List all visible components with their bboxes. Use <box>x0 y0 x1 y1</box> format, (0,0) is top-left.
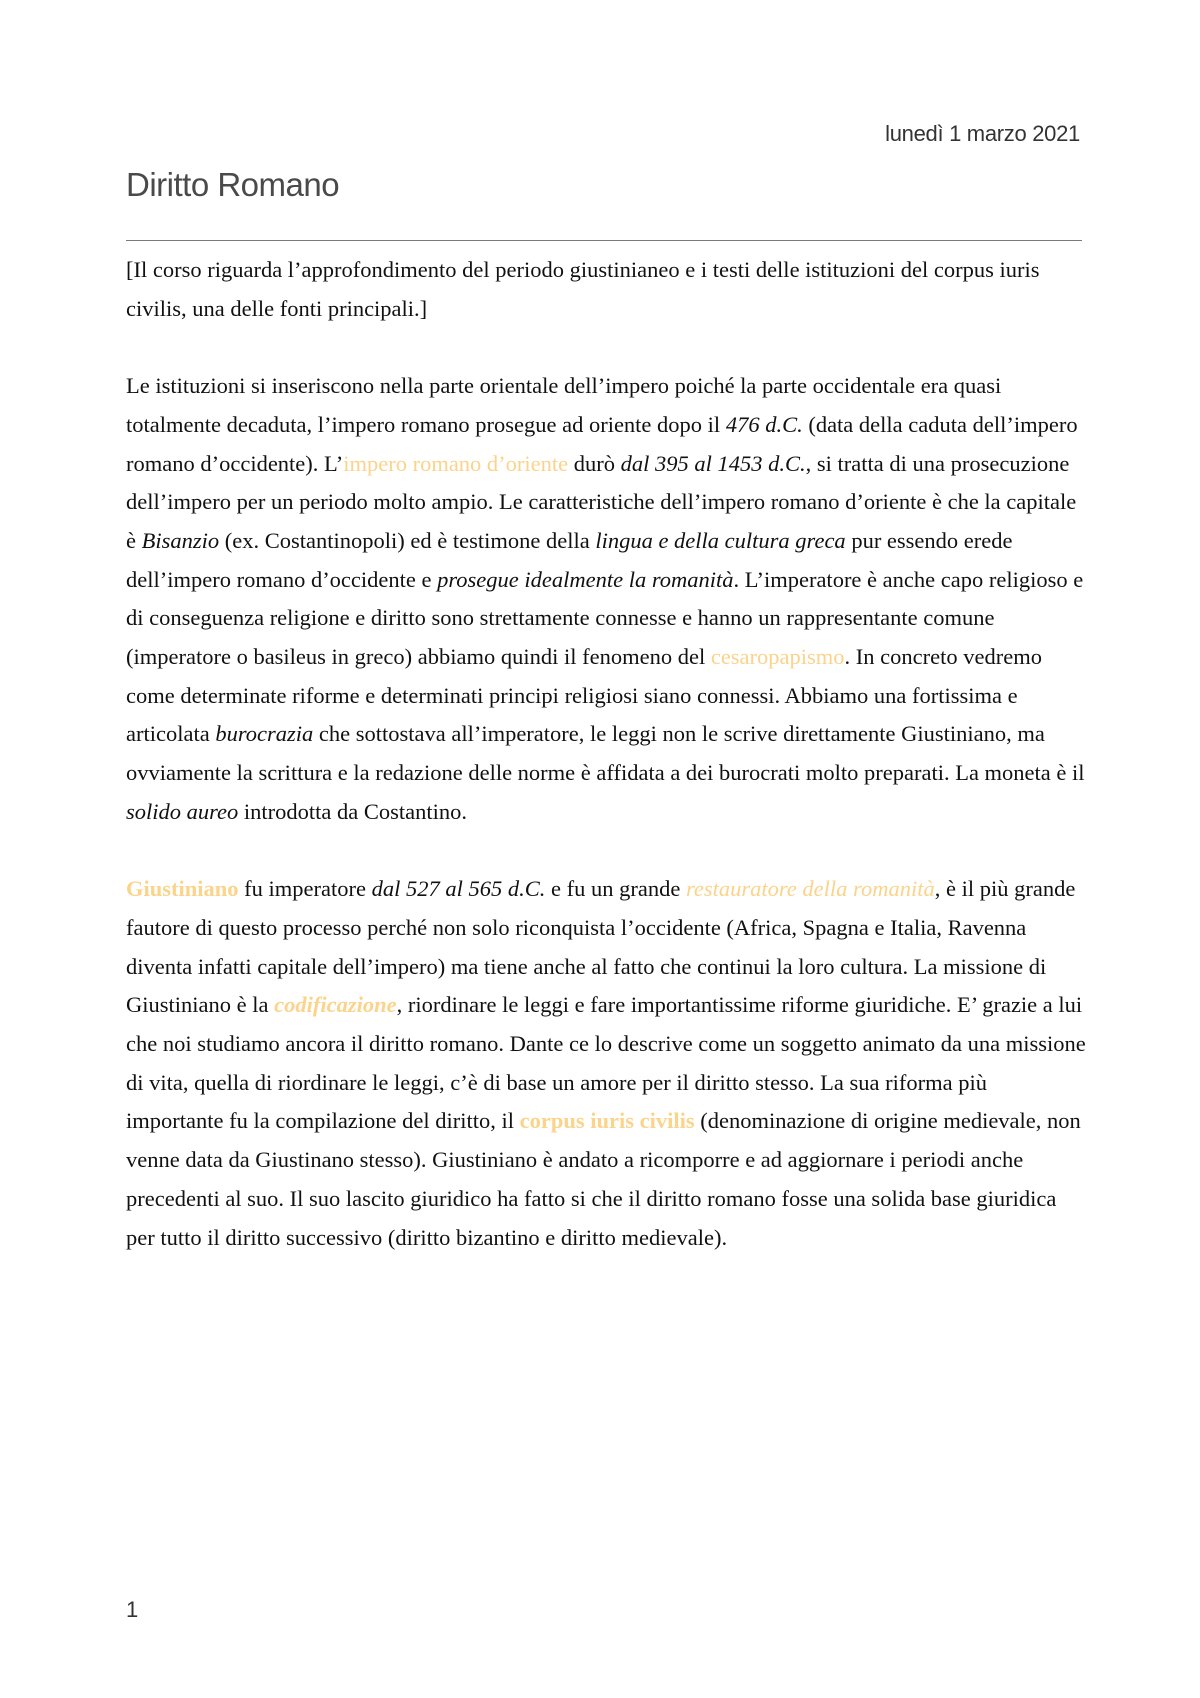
italic-burocrazia: burocrazia <box>215 721 314 747</box>
text-run: . In concreto vedremo come determinate riforme e determinati principi religiosi siano connessi. Abbiamo una fortissima e articolata <box>126 644 1042 747</box>
document-body <box>126 251 1086 1257</box>
text-run: , è il più grande fautore di questo processo perché non solo riconquista l’occidente (Africa, Spagna e Italia, Ravenna diventa infatti capitale dell’impero) ma tiene anche al fatto che continui la loro cultura. La missione di Giustiniano è la <box>126 876 1076 1018</box>
text-run: Le istituzioni si inseriscono nella parte orientale dell’impero poiché la parte occidentale era quasi totalmente decaduta, l’impero romano prosegue ad oriente dopo il <box>126 373 1002 437</box>
highlight-cesaropapismo: cesaropapismo <box>710 644 845 670</box>
highlight-impero-oriente: impero romano d’oriente <box>343 450 569 476</box>
text-run: (ex. Costantinopoli) ed è testimone della <box>219 527 596 553</box>
italic-dates-395: dal 395 al 1453 d.C. <box>620 450 806 476</box>
highlight-corpus-iuris-civilis: corpus iuris civilis <box>519 1108 695 1134</box>
text-run: pur essendo erede dell’impero romano d’occidente e <box>126 527 1013 592</box>
text-run: che sottostava all’imperatore, le leggi non le scrive direttamente Giustiniano, ma ovviamente la scrittura e la redazione delle norme è affidata a dei burocrati molto preparati. La moneta è il <box>126 721 1085 786</box>
italic-prosegue-romanita: prosegue idealmente la romanità <box>437 566 734 592</box>
document-title: Diritto Romano <box>126 166 340 203</box>
italic-date-476: 476 d.C. <box>725 411 803 437</box>
italic-bisanzio: Bisanzio <box>141 527 220 553</box>
paragraph-impero-oriente <box>126 367 1086 831</box>
highlight-giustiniano: Giustiniano <box>126 876 239 902</box>
text-run: e fu un grande <box>545 876 686 902</box>
italic-dates-527: dal 527 al 565 d.C. <box>371 876 546 902</box>
intro-paragraph: [Il corso riguarda l’approfondimento del periodo giustinianeo e i testi delle istituzioni del corpus iuris civilis, una delle fonti principali.] <box>126 257 1040 321</box>
paragraph-giustiniano <box>126 870 1086 1257</box>
italic-lingua-cultura: lingua e della cultura greca <box>595 527 846 553</box>
text-run: . L’imperatore è anche capo religioso e di conseguenza religione e diritto sono strettamente connesse e hanno un rappresentante comune (imperatore o basileus in greco) abbiamo quindi il fenomeno del <box>126 566 1084 670</box>
text-run: , riordinare le leggi e fare importantissime riforme giuridiche. E’ grazie a lui che noi studiamo ancora il diritto romano. Dante ce lo descrive come un soggetto animato da una missione di vita, quella di riordinare le leggi, c’è di base un amore per il diritto stesso. La sua riforma più importante fu la compilazione del diritto, il <box>126 992 1086 1134</box>
text-run: fu imperatore <box>238 876 372 902</box>
highlight-codificazione: codificazione <box>274 992 397 1018</box>
text-run: (denominazione di origine medievale, non venne data da Giustinano stesso). Giustiniano è andato a ricomporre e ad aggiornare i periodi anche precedenti al suo. Il suo lascito giuridico ha fatto si che il diritto romano fosse una solida base giuridica per tutto il diritto successivo (diritto bizantino e diritto medievale). <box>126 1108 1081 1250</box>
page-number: 1 <box>126 1597 139 1622</box>
title-divider <box>126 240 1082 241</box>
highlight-restauratore: restauratore della romanità <box>685 876 935 902</box>
text-run: , si tratta di una prosecuzione dell’impero per un periodo molto ampio. Le caratteristiche dell’impero romano d’oriente è che la capitale è <box>126 450 1077 553</box>
document-date: lunedì 1 marzo 2021 <box>885 121 1080 146</box>
italic-solido-aureo: solido aureo <box>126 798 239 824</box>
text-run: introdotta da Costantino. <box>238 798 468 824</box>
text-run: (data della caduta dell’impero romano d’occidente). L’ <box>126 411 1078 476</box>
text-run: durò <box>568 450 621 476</box>
